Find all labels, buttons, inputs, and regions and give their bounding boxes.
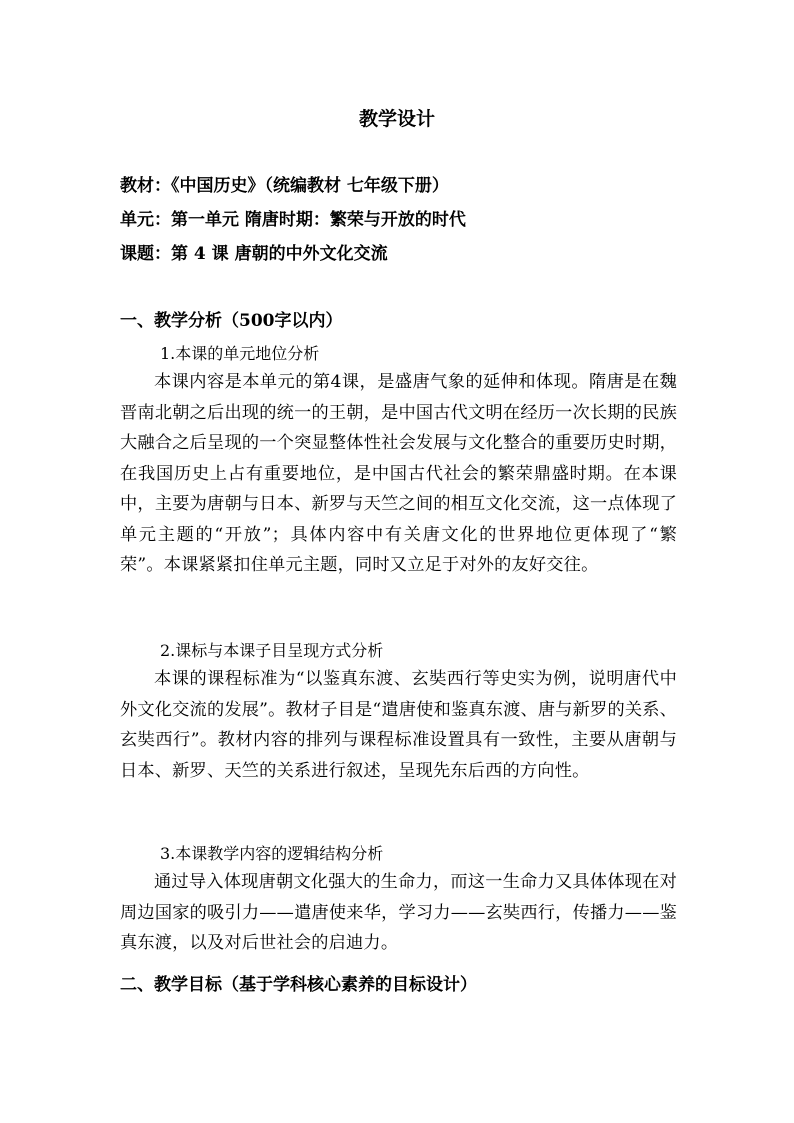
section2-heading: 二、教学目标（基于学科核心素养的目标设计）: [120, 975, 477, 995]
unit-line: 单元：第一单元 隋唐时期：繁荣与开放的时代: [120, 210, 466, 230]
subsection3-heading: 3.本课教学内容的逻辑结构分析: [160, 844, 384, 863]
section1-heading: 一、教学分析（500字以内）: [120, 311, 343, 331]
textbook-line: 教材：《中国历史》（统编教材 七年级下册）: [120, 176, 449, 196]
subsection2-paragraph: 本课的课程标准为“以鉴真东渡、玄奘西行等史实为例，说明唐代中外文化交流的发展”。教材子目是“遣唐使和鉴真东渡、唐与新罗的关系、玄奘西行”。教材内容的排列与课程标准设置具有一致性，主要从唐朝与日本、新罗、天竺的关系进行叙述，呈现先东后西的方向性。: [120, 669, 677, 781]
subsection1-paragraph: 本课内容是本单元的第4课，是盛唐气象的延伸和体现。隋唐是在魏晋南北朝之后出现的统一的王朝，是中国古代文明在经历一次长期的民族大融合之后呈现的一个突显整体性社会发展与文化整合的重要历史时期，在我国历史上占有重要地位，是中国古代社会的繁荣鼎盛时期。在本课中，主要为唐朝与日本、新罗与天竺之间的相互文化交流，这一点体现了单元主题的“开放”；具体内容中有关唐文化的世界地位更体现了“繁荣”。本课紧紧扣住单元主题，同时又立足于对外的友好交往。: [120, 372, 677, 575]
lesson-line: 课题：第 4 课 唐朝的中外文化交流: [120, 244, 388, 264]
subsection1-heading: 1.本课的单元地位分析: [160, 344, 320, 363]
page-title: 教学设计: [358, 108, 435, 130]
subsection3-paragraph: 通过导入体现唐朝文化强大的生命力，而这一生命力又具体体现在对周边国家的吸引力——遣唐使来华，学习力——玄奘西行，传播力——鉴真东渡，以及对后世社会的启迪力。: [120, 872, 677, 953]
subsection2-heading: 2.课标与本课子目呈现方式分析: [160, 641, 384, 660]
